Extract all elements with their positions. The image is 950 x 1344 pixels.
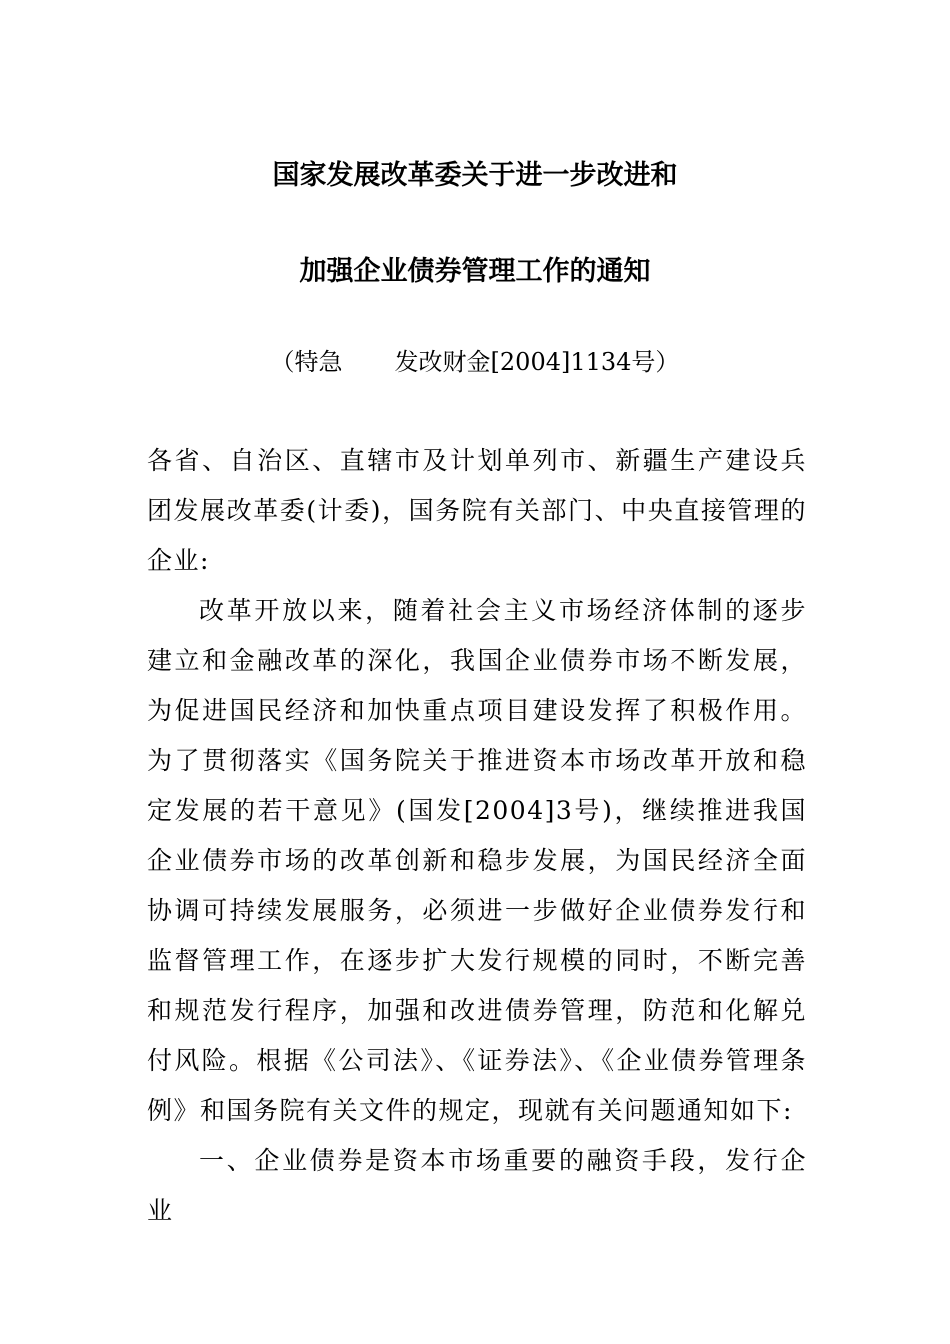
document-title-line-1: 国家发展改革委关于进一步改进和 — [272, 160, 678, 191]
urgency-label: （特急 — [270, 348, 343, 376]
document-body — [147, 436, 807, 1236]
salutation: 各省、自治区、直辖市及计划单列市、新疆生产建设兵团发展改革委(计委)，国务院有关部门、中央直接管理的企业: — [147, 446, 807, 575]
document-number — [0, 342, 950, 377]
document-code: 发改财金[2004]1134号） — [394, 348, 680, 376]
body-paragraph-2: 一、企业债券是资本市场重要的融资手段，发行企业 — [147, 1146, 807, 1225]
body-paragraph-1: 改革开放以来，随着社会主义市场经济体制的逐步建立和金融改革的深化，我国企业债券市场不断发展，为促进国民经济和加快重点项目建设发挥了积极作用。为了贯彻落实《国务院关于推进资本市场改革开放和稳定发展的若干意见》(国发[2004]3号)，继续推进我国企业债券市场的改革创新和稳步发展，为国民经济全面协调可持续发展服务，必须进一步做好企业债券发行和监督管理工作，在逐步扩大发行规模的同时，不断完善和规范发行程序，加强和改进债券管理，防范和化解兑付风险。根据《公司法》、《证券法》、《企业债券管理条例》和国务院有关文件的规定，现就有关问题通知如下: — [147, 596, 807, 1125]
document-title-line-2: 加强企业债券管理工作的通知 — [299, 256, 651, 287]
